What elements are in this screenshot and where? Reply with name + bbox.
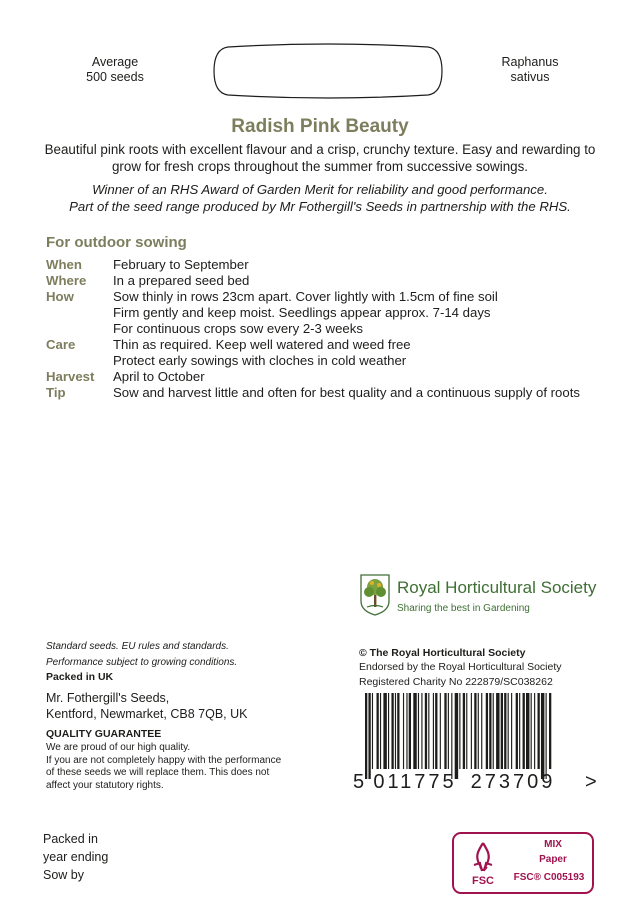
- barcode-bar: [425, 693, 427, 769]
- barcode-bar: [435, 693, 437, 769]
- barcode-guard-bar: [451, 693, 452, 779]
- instruction-text: Sow and harvest little and often for best quality and a continuous supply of roots: [113, 385, 580, 400]
- fsc-mix: MIX: [544, 839, 562, 850]
- instruction-label: Care: [46, 337, 76, 352]
- barcode-first-digit: 5: [353, 771, 365, 793]
- instruction-label: When: [46, 257, 82, 272]
- instruction-row: [46, 385, 626, 401]
- barcode-guard-bar: [546, 693, 547, 779]
- performance-note: Performance subject to growing conditions.: [46, 657, 238, 668]
- section-heading: For outdoor sowing: [46, 234, 187, 251]
- barcode-guard-bar: [455, 693, 458, 779]
- award-text: [30, 181, 610, 215]
- barcode-bar: [413, 693, 416, 769]
- barcode-bar: [481, 693, 482, 769]
- seed-count-line1: Average: [91, 55, 139, 69]
- fsc-paper: Paper: [539, 854, 567, 865]
- instruction-row: [46, 321, 626, 337]
- rhs-tagline: Sharing the best in Gardening: [397, 603, 530, 614]
- barcode-bar: [493, 693, 494, 769]
- instruction-text: February to September: [113, 257, 249, 272]
- instruction-label: How: [46, 289, 74, 304]
- barcode-guard-bar: [365, 693, 367, 779]
- barcode-bar: [403, 693, 404, 769]
- barcode-bar: [508, 693, 509, 769]
- award-line2: Part of the seed range produced by Mr Fothergill's Seeds in partnership with the RHS.: [69, 199, 571, 214]
- rhs-charity: Registered Charity No 222879/SC038262: [359, 676, 553, 688]
- sow-by-label: Sow by: [43, 868, 84, 882]
- barcode-bar: [397, 693, 399, 769]
- barcode-left-digits: 011775: [373, 771, 457, 793]
- barcode-bar: [511, 693, 512, 769]
- seed-count-line2: 500 seeds: [86, 70, 144, 84]
- guarantee-line: of these seeds we will replace them. This does not: [46, 767, 270, 779]
- barcode-bar: [433, 693, 434, 769]
- description-line2: grow for fresh crops throughout the summer from successive sowings.: [111, 159, 529, 174]
- instruction-label: [46, 305, 113, 321]
- instruction-row: [46, 305, 626, 321]
- barcode-bar: [478, 693, 479, 769]
- barcode-bar: [466, 693, 467, 769]
- barcode-guard-bar: [368, 693, 370, 779]
- barcode-bar: [395, 693, 396, 769]
- guarantee-line: We are proud of our high quality.: [46, 742, 191, 753]
- barcode-end-mark: >: [585, 771, 597, 793]
- rhs-endorsement: Endorsed by the Royal Horticultural Society: [359, 661, 562, 673]
- packed-in-uk: Packed in UK: [46, 671, 114, 683]
- seed-count: [70, 55, 160, 85]
- barcode-bar: [489, 693, 491, 769]
- window-oval: [214, 43, 442, 99]
- barcode-bar: [440, 693, 441, 769]
- fsc-logo-text: FSC: [472, 875, 494, 887]
- standard-note: Standard seeds. EU rules and standards.: [46, 641, 229, 652]
- instruction-label: [46, 353, 113, 369]
- barcode-bar: [549, 693, 551, 769]
- instruction-text: Firm gently and keep moist. Seedlings appear approx. 7-14 days: [113, 305, 491, 320]
- barcode-bar: [463, 693, 465, 769]
- instruction-label: Where: [46, 273, 87, 288]
- barcode-bar: [383, 693, 386, 769]
- rhs-copyright: © The Royal Horticultural Society: [359, 647, 526, 659]
- product-title: Radish Pink Beauty: [231, 116, 409, 137]
- address-line2: Kentford, Newmarket, CB8 7QB, UK: [46, 707, 248, 721]
- fsc-tree-icon: [460, 837, 506, 887]
- latin-name-line1: Raphanus: [501, 55, 559, 69]
- barcode-bar: [380, 693, 381, 769]
- company-address: [46, 690, 247, 722]
- instruction-text: Protect early sowings with cloches in cold weather: [113, 353, 407, 368]
- address-line1: Mr. Fothergill's Seeds,: [46, 691, 170, 705]
- barcode-bar: [444, 693, 446, 769]
- barcode-bar: [418, 693, 419, 769]
- latin-name-line2: sativus: [510, 70, 550, 84]
- guarantee-line: If you are not completely happy with the performance: [46, 754, 282, 766]
- barcode-bar: [496, 693, 499, 769]
- description-line1: Beautiful pink roots with excellent flavour and a crisp, crunchy texture. Easy and rewarding to: [44, 142, 596, 157]
- barcode-bar: [531, 693, 532, 769]
- instruction-text: In a prepared seed bed: [113, 273, 250, 288]
- instruction-text: April to October: [113, 369, 205, 384]
- barcode-bar: [471, 693, 472, 769]
- barcode-bars: [365, 693, 551, 779]
- rhs-tree-icon: [357, 573, 393, 617]
- instruction-row: [46, 337, 626, 353]
- barcode-bar: [534, 693, 535, 769]
- barcode-bar: [391, 693, 393, 769]
- barcode-bar: [504, 693, 506, 769]
- rhs-name: Royal Horticultural Society: [397, 578, 597, 597]
- award-line1: Winner of an RHS Award of Garden Merit for reliability and good performance.: [92, 182, 548, 197]
- barcode-bar: [501, 693, 503, 769]
- year-ending-label: year ending: [43, 850, 109, 864]
- product-description: [30, 141, 610, 175]
- barcode-guard-bar: [541, 693, 544, 779]
- guarantee-body: [46, 742, 336, 792]
- barcode-bar: [526, 693, 529, 769]
- latin-name: [485, 55, 575, 85]
- packed-in-label: Packed in: [43, 832, 98, 846]
- barcode-bar: [519, 693, 520, 769]
- instruction-label: Tip: [46, 385, 66, 400]
- barcode-bar: [448, 693, 449, 769]
- barcode-bar: [388, 693, 389, 769]
- instruction-row: [46, 369, 626, 385]
- barcode-right-digits: 273709: [470, 771, 556, 793]
- instruction-row: [46, 353, 626, 369]
- guarantee-title: QUALITY GUARANTEE: [46, 728, 162, 740]
- barcode-bar: [538, 693, 540, 769]
- barcode: [355, 693, 605, 791]
- barcode-bar: [377, 693, 379, 769]
- barcode-bar: [459, 693, 460, 769]
- barcode-bar: [523, 693, 525, 769]
- fsc-code: FSC® C005193: [513, 872, 585, 883]
- instruction-text: Sow thinly in rows 23cm apart. Cover lightly with 1.5cm of fine soil: [113, 289, 498, 304]
- barcode-bar: [409, 693, 411, 769]
- barcode-bar: [486, 693, 488, 769]
- instruction-text: For continuous crops sow every 2-3 weeks: [113, 321, 363, 336]
- instruction-text: Thin as required. Keep well watered and weed free: [113, 337, 411, 352]
- instruction-row: [46, 257, 626, 273]
- fsc-badge: [452, 832, 594, 894]
- barcode-bar: [428, 693, 429, 769]
- instruction-label: Harvest: [46, 369, 95, 384]
- instruction-row: [46, 273, 626, 289]
- barcode-bar: [421, 693, 422, 769]
- barcode-bar: [406, 693, 407, 769]
- instruction-label: [46, 321, 113, 337]
- instruction-row: [46, 289, 626, 305]
- guarantee-line: affect your statutory rights.: [46, 779, 164, 791]
- sowing-instructions: [46, 257, 626, 401]
- barcode-bar: [516, 693, 518, 769]
- barcode-bar: [474, 693, 476, 769]
- barcode-bar: [372, 693, 373, 769]
